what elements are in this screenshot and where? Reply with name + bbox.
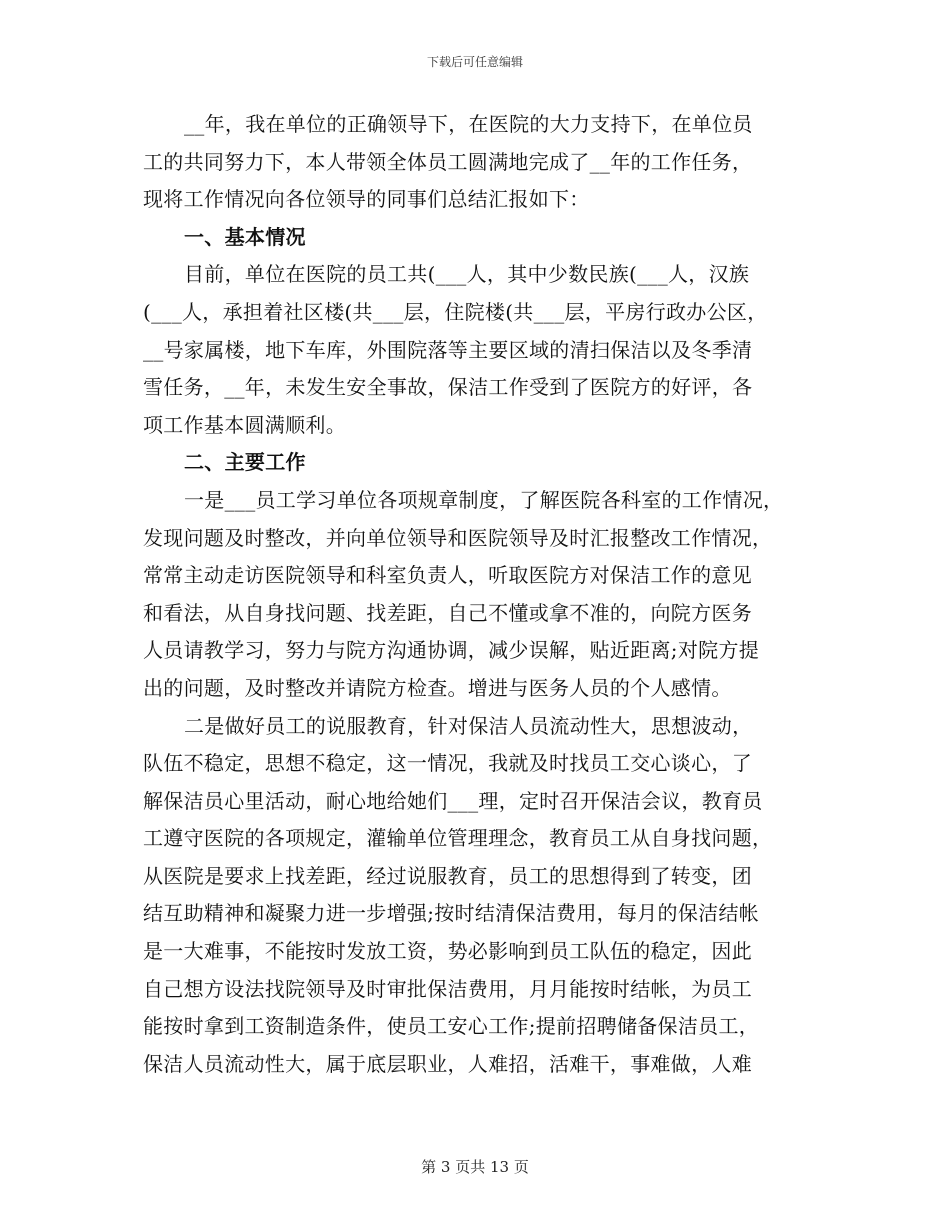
text-line: 常常主动走访医院领导和科室负责人，听取医院方对保洁工作的意见	[143, 563, 752, 588]
text-line: 雪任务，__年，未发生安全事故，保洁工作受到了医院方的好评，各	[143, 375, 753, 400]
text-line: 能按时拿到工资制造条件，使员工安心工作;提前招聘储备保洁员工，	[143, 1014, 760, 1039]
text-line: 出的问题，及时整改并请院方检查。增进与医务人员的个人感情。	[143, 675, 732, 700]
text-line: 人员请教学习，努力与院方沟通协调，减少误解，贴近距离;对院方提	[143, 638, 760, 663]
text-line: 解保洁员心里活动，耐心地给她们___理，定时召开保洁会议，教育员	[143, 788, 763, 813]
text-line: __号家属楼，地下车库，外围院落等主要区域的清扫保洁以及冬季清	[143, 337, 753, 362]
text-line: 从医院是要求上找差距，经过说服教育，员工的思想得到了转变，团	[143, 863, 752, 888]
text-line: 现将工作情况向各位领导的同事们总结汇报如下：	[143, 187, 590, 212]
text-line: 自己想方设法找院领导及时审批保洁费用，月月能按时结帐，为员工	[143, 976, 752, 1001]
text-line: 目前，单位在医院的员工共(___人，其中少数民族(___人，汉族	[184, 262, 750, 287]
text-line: (___人，承担着社区楼(共___层，住院楼(共___层，平房行政办公区，	[143, 299, 768, 324]
text-line: 是一大难事，不能按时发放工资，势必影响到员工队伍的稳定，因此	[143, 939, 752, 964]
header-note: 下载后可任意编辑	[426, 55, 523, 69]
text-line: 保洁人员流动性大，属于底层职业，人难招，活难干，事难做，人难	[143, 1051, 752, 1076]
text-line: 结互助精神和凝聚力进一步增强;按时结清保洁费用，每月的保洁结帐	[143, 901, 760, 926]
text-line: 项工作基本圆满顺利。	[143, 412, 346, 437]
text-line: 工遵守医院的各项规定，灌输单位管理理念，教育员工从自身找问题，	[143, 826, 773, 851]
section-heading: 一、基本情况	[184, 224, 306, 249]
text-line: 队伍不稳定，思想不稳定，这一情况，我就及时找员工交心谈心，了	[143, 751, 752, 776]
section-heading: 二、主要工作	[184, 450, 306, 475]
text-line: 一是___员工学习单位各项规章制度，了解医院各科室的工作情况，	[184, 487, 784, 512]
text-line: 和看法，从自身找问题、找差距，自己不懂或拿不准的，向院方医务	[143, 600, 752, 625]
text-line: 工的共同努力下，本人带领全体员工圆满地完成了__年的工作任务，	[143, 149, 753, 174]
page-footer: 第 3 页共 13 页	[421, 1158, 529, 1176]
text-line: 发现问题及时整改，并向单位领导和医院领导及时汇报整改工作情况，	[143, 525, 773, 550]
document-body	[143, 106, 813, 1083]
text-line: __年，我在单位的正确领导下，在医院的大力支持下，在单位员	[184, 112, 753, 136]
text-line: 二是做好员工的说服教育，针对保洁人员流动性大，思想波动，	[184, 713, 753, 738]
